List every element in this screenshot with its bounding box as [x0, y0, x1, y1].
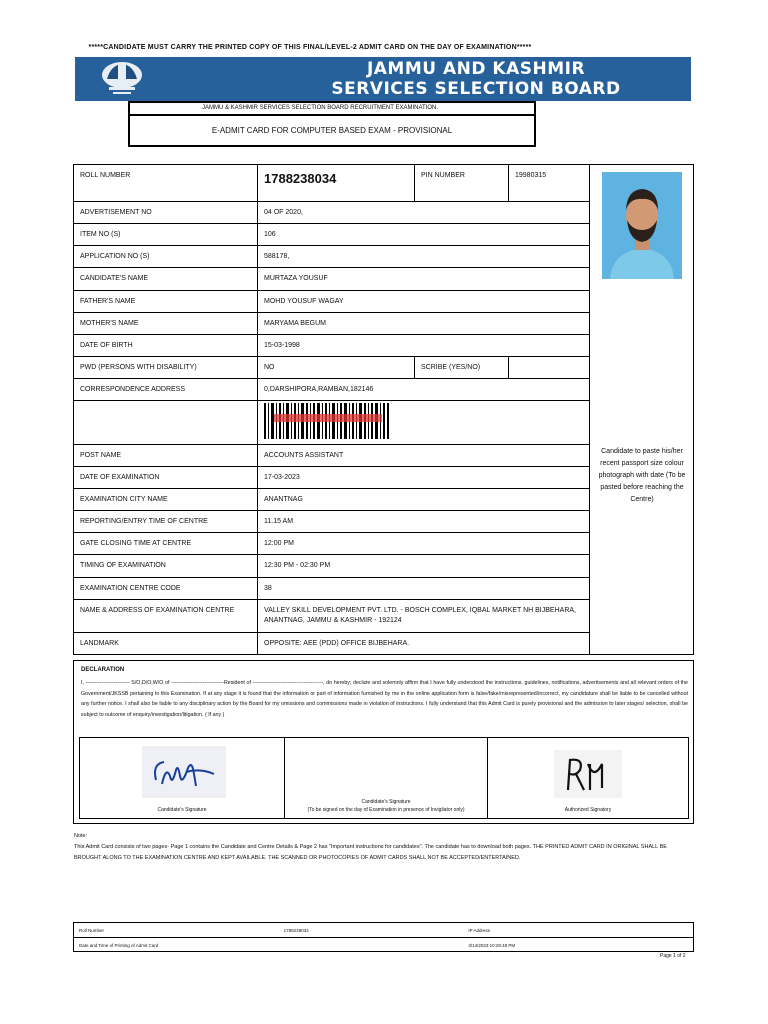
item-label: ITEM NO (S): [74, 224, 258, 245]
notice-text: *****CANDIDATE MUST CARRY THE PRINTED COPY OF THIS FINAL/LEVEL-2 ADMIT CARD ON THE DAY OF EXAMINATION*****: [88, 44, 532, 51]
barcode-icon: [262, 402, 392, 440]
exam-day-signature-box: [285, 738, 488, 818]
landmark-value: OPPOSITE: AEE (PDD) OFFICE BIJBEHARA.: [264, 640, 410, 647]
app-value: 588178,: [264, 253, 290, 260]
landmark-label: LANDMARK: [74, 633, 258, 654]
footer-roll-value: 1788238034: [283, 928, 309, 933]
note-title: Note:: [74, 833, 88, 839]
cand-value: MURTAZA YOUSUF: [264, 275, 328, 282]
pin-label: PIN NUMBER: [415, 165, 509, 201]
candidate-signature-box: [80, 738, 285, 818]
father-value: MOHD YOUSUF WAGAY: [264, 298, 344, 305]
report-value: 11.15 AM: [264, 518, 294, 525]
row-reporting: [74, 510, 589, 532]
row-timing: [74, 554, 589, 577]
row-centre-code: [74, 577, 589, 599]
row-application: [74, 245, 589, 267]
barcode-label-cell: [74, 401, 258, 444]
photo-column: [589, 165, 693, 654]
sig3-caption: Authorized Signatory: [564, 807, 612, 813]
item-value: 106: [264, 231, 276, 238]
footer-printed-label: Date and Time of Printing of Admit Card: [79, 943, 159, 948]
signature-row: [79, 737, 689, 819]
exam-date-label: DATE OF EXAMINATION: [74, 467, 258, 488]
post-label: POST NAME: [74, 445, 258, 466]
advt-label: ADVERTISEMENT NO: [74, 202, 258, 223]
sig2-caption: [285, 798, 487, 814]
footer-ip-label: IP Address: [468, 928, 491, 933]
exam-header: [128, 101, 536, 147]
row-exam-date: [74, 466, 589, 488]
sig2-caption-line-2: (To be signed on the day of Examination in presence of Invigilator only): [307, 807, 465, 813]
centre-addr-value: VALLEY SKILL DEVELOPMENT PVT. LTD. - BOSCH COMPLEX, IQBAL MARKET NH BIJBEHARA, ANANTNAG, JAMMU & KASHMIR - 192124: [264, 607, 576, 624]
candidate-photo: [602, 172, 682, 279]
candidate-details-table: [73, 164, 694, 655]
state-emblem-icon: [91, 59, 153, 99]
footer-roll-label: Roll Number: [79, 928, 105, 933]
row-city: [74, 488, 589, 510]
candidate-signature-image: [142, 746, 226, 798]
declaration-title: DECLARATION: [81, 667, 125, 673]
centre-code-label: EXAMINATION CENTRE CODE: [74, 578, 258, 599]
row-candidate: [74, 267, 589, 290]
addr-value: 0,DARSHIPORA,RAMBAN,182146: [264, 386, 374, 393]
scribe-value: [509, 357, 587, 378]
advt-value: 04 OF 2020,: [264, 209, 303, 216]
row-item: [74, 223, 589, 245]
row-roll: [74, 165, 589, 201]
pin-value: 19980315: [515, 172, 547, 179]
row-post: [74, 444, 589, 466]
pwd-value: NO: [258, 357, 415, 378]
post-value: ACCOUNTS ASSISTANT: [264, 452, 344, 459]
centre-code-value: 38: [264, 585, 272, 592]
city-label: EXAMINATION CITY NAME: [74, 489, 258, 510]
row-advt: [74, 201, 589, 223]
gate-label: GATE CLOSING TIME AT CENTRE: [74, 533, 258, 554]
row-father: [74, 290, 589, 312]
sig2-caption-line-1: Candidate's Signature: [361, 799, 411, 805]
timing-label: TIMING OF EXAMINATION: [74, 555, 258, 577]
row-mother: [74, 312, 589, 334]
sig1-caption: Candidate's Signature: [157, 807, 207, 813]
row-pwd: [74, 356, 589, 378]
photo-caption: Candidate to paste his/her recent passport size colour photograph with date (To be pasted before reaching the Centre): [598, 448, 686, 503]
note-text: This Admit Card consists of two pages- Page 1 contains the Candidate and Centre Details & Page 2 has "Important instructions for candidates". The candidate has to download both pages. THE PRINTED ADMIT CARD IN ORIGINAL SHALL BE BROUGHT ALONG TO THE EXAMINATION CENTRE AND KEPT AVAILABLE. THE SCANNED OR PHOTOCOPIES OF ADMIT CARDS SHALL NOT BE ACCEPTED/ENTERTAINED.: [74, 844, 667, 861]
app-label: APPLICATION NO (S): [74, 246, 258, 267]
centre-addr-label: NAME & ADDRESS OF EXAMINATION CENTRE: [74, 600, 258, 632]
row-centre-address: [74, 599, 589, 632]
row-gate: [74, 532, 589, 554]
scribe-label: SCRIBE (YES/NO): [415, 357, 509, 378]
father-label: FATHER'S NAME: [74, 291, 258, 312]
cand-label: CANDIDATE'S NAME: [74, 268, 258, 290]
declaration-text: I, ------------------------- S/O,D/O,W/O of ------------------------------Resident of ----------------------------------------, do hereby; declare and solemnly affirm that I have fully understood the instructions, guidelines, notifications, advertisements and all relevant orders of the Government/JKSSB pertaining to this Examination. If at any stage it is found that the information or part of information furnished by me in the online application form is false/fake/misrepresented/incorrect, my candidature shall be liable to be cancelled without any further notice. I shall also be liable to any disciplinary action by the Board for my omissions and commissions made in violation of instructions. I fully understand that this Admit Card is purely provisional and the admission to later stages/ selection, shall be subject to outcome of enquiry/investigation/litigation. ( If any ): [81, 680, 688, 718]
banner-line-1: JAMMU AND KASHMIR: [366, 59, 586, 79]
pwd-label: PWD (PERSONS WITH DISABILITY): [74, 357, 258, 378]
report-label: REPORTING/ENTRY TIME OF CENTRE: [74, 511, 258, 532]
header-banner: [75, 57, 691, 101]
authorized-signatory-box: [488, 738, 688, 818]
addr-label: CORRESPONDENCE ADDRESS: [74, 379, 258, 400]
note-section: [74, 831, 694, 864]
roll-value: 1788238034: [258, 165, 415, 201]
footer-row-2: [74, 937, 693, 951]
row-address: [74, 378, 589, 400]
exam-header-line-1: JAMMU & KASHMIR SERVICES SELECTION BOARD RECRUITMENT EXAMINATION.: [130, 103, 534, 116]
page-number: Page 1 of 2: [660, 953, 686, 959]
footer-table: [73, 922, 694, 952]
authorized-signature-image: [554, 750, 622, 798]
footer-printed-value: 3/14/2023 10:28:48 PM: [468, 943, 516, 948]
mother-value: MARYAMA BEGUM: [264, 320, 326, 327]
dob-value: 15-03-1998: [264, 342, 300, 349]
exam-date-value: 17-03-2023: [264, 474, 300, 481]
gate-value: 12:00 PM: [264, 540, 294, 547]
row-landmark: [74, 632, 589, 654]
banner-line-2: SERVICES SELECTION BOARD: [331, 79, 621, 99]
banner-title: [271, 59, 681, 99]
city-value: ANANTNAG: [264, 496, 303, 503]
row-dob: [74, 334, 589, 356]
timing-value: 12:30 PM - 02:30 PM: [264, 562, 331, 569]
declaration-section: [73, 660, 694, 824]
roll-label: ROLL NUMBER: [74, 165, 258, 201]
footer-row-1: [74, 923, 693, 937]
mother-label: MOTHER'S NAME: [74, 313, 258, 334]
dob-label: DATE OF BIRTH: [74, 335, 258, 356]
exam-header-line-2: E-ADMIT CARD FOR COMPUTER BASED EXAM - PROVISIONAL: [211, 126, 453, 135]
